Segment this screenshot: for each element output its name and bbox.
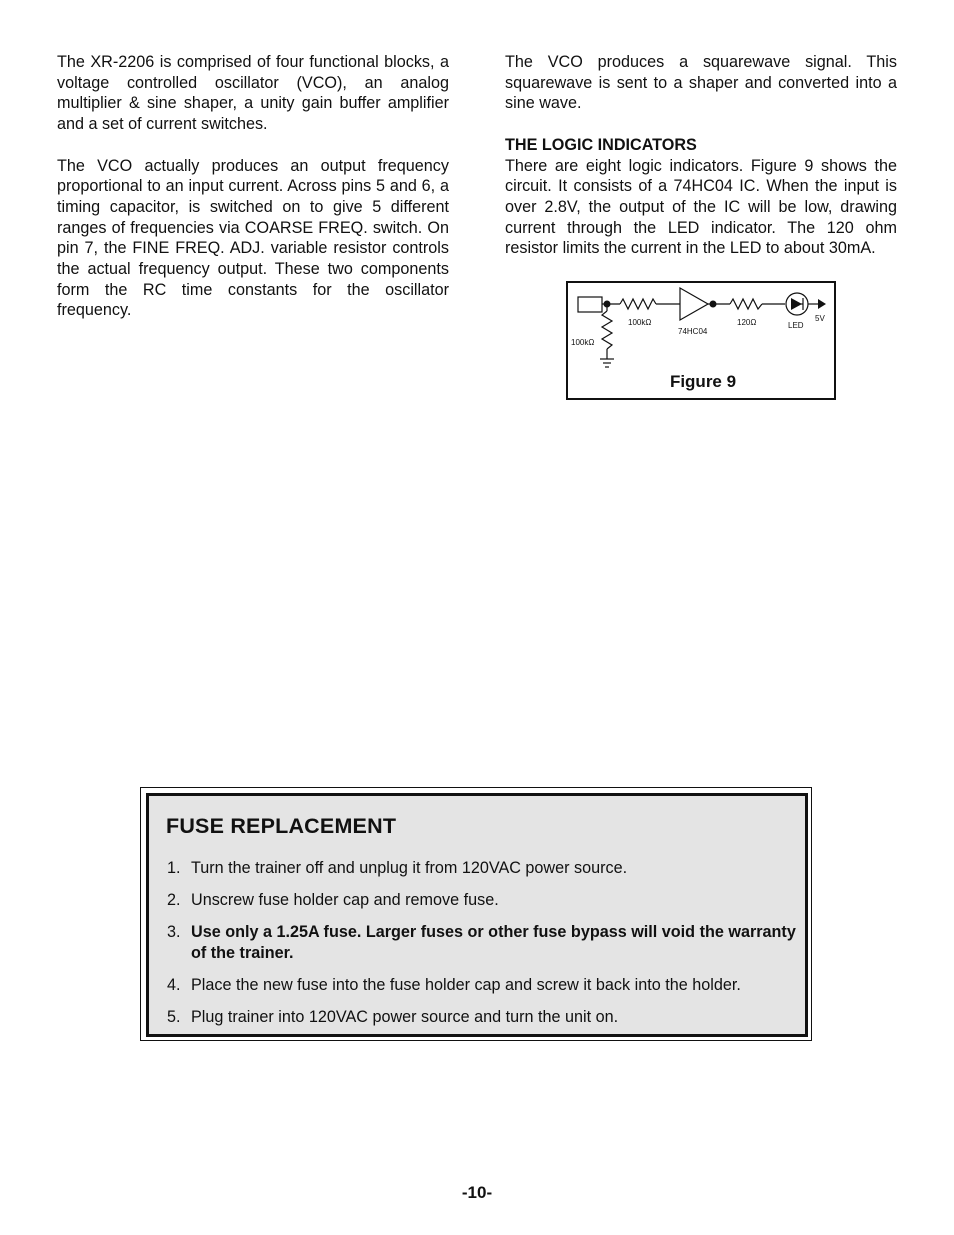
input-terminal	[578, 297, 602, 312]
label-5v: 5V	[815, 314, 825, 323]
fuse-replacement-box	[140, 787, 812, 1041]
inverter-74hc04	[680, 288, 708, 320]
figure-caption: Figure 9	[669, 372, 737, 391]
list-item	[167, 975, 797, 996]
step-text: Place the new fuse into the fuse holder cap and screw it back into the holder.	[191, 975, 741, 994]
fuse-replacement-panel	[146, 793, 808, 1037]
label-100k-series: 100kΩ	[628, 318, 652, 327]
list-item	[167, 1007, 797, 1028]
step-number: 2.	[167, 891, 181, 909]
section-heading-logic-indicators: THE LOGIC INDICATORS	[505, 135, 697, 154]
step-number: 4.	[167, 975, 181, 994]
resistor-100k-pulldown	[602, 311, 612, 349]
step-number: 5.	[167, 1007, 181, 1026]
left-column	[57, 52, 449, 342]
paragraph-vco-squarewave: The VCO produces a squarewave signal. This squarewave is sent to a shaper and converted into a sine wave.	[505, 53, 897, 113]
fuse-steps-list	[167, 858, 797, 1039]
label-100k-pulldown: 100kΩ	[571, 338, 595, 347]
paragraph-vco-frequency: The VCO actually produces an output frequency proportional to an input current. Across pins 5 and 6, a timing capacitor, is switched on to give 5 different ranges of frequencies via COARSE FREQ. switch. On pin 7, the FINE FREQ. ADJ. variable resistor controls the actual frequency output. These two components form the RC time constants for the oscillator frequency.	[57, 156, 449, 320]
figure-9-circuit	[566, 281, 836, 400]
label-120-ohm: 120Ω	[737, 318, 757, 327]
step-text: Unscrew fuse holder cap and remove fuse.	[191, 891, 499, 909]
junction-dot	[710, 301, 717, 308]
supply-arrow-icon	[818, 299, 826, 309]
page-number: -10-	[461, 1183, 493, 1202]
fuse-replacement-title: FUSE REPLACEMENT	[166, 814, 397, 838]
label-led: LED	[788, 321, 804, 330]
step-text: Turn the trainer off and unplug it from 120VAC power source.	[191, 859, 628, 877]
list-item-warning	[167, 922, 797, 963]
list-item	[167, 890, 797, 911]
step-text: Plug trainer into 120VAC power source and turn the unit on.	[191, 1007, 619, 1026]
step-number: 3.	[167, 923, 181, 941]
junction-dot	[604, 301, 611, 308]
step-number: 1.	[167, 859, 181, 877]
right-column	[505, 52, 897, 259]
paragraph-logic-indicators: There are eight logic indicators. Figure 9 shows the circuit. It consists of a 74HC04 IC. When the input is over 2.8V, the output of the IC will be low, drawing current through the LED indicator. The 120 ohm resistor limits the current in the LED to about 30mA.	[505, 156, 897, 258]
resistor-100k-series	[620, 299, 656, 309]
label-74hc04: 74HC04	[678, 327, 708, 336]
paragraph-xr2206-blocks: The XR-2206 is comprised of four functional blocks, a voltage controlled oscillator (VCO), an analog multiplier & sine shaper, a unity gain buffer amplifier and a set of current switches.	[57, 53, 449, 134]
resistor-120-ohm	[730, 299, 762, 309]
step-text: Use only a 1.25A fuse. Larger fuses or other fuse bypass will void the warranty of the trainer.	[191, 923, 796, 962]
list-item	[167, 858, 797, 879]
